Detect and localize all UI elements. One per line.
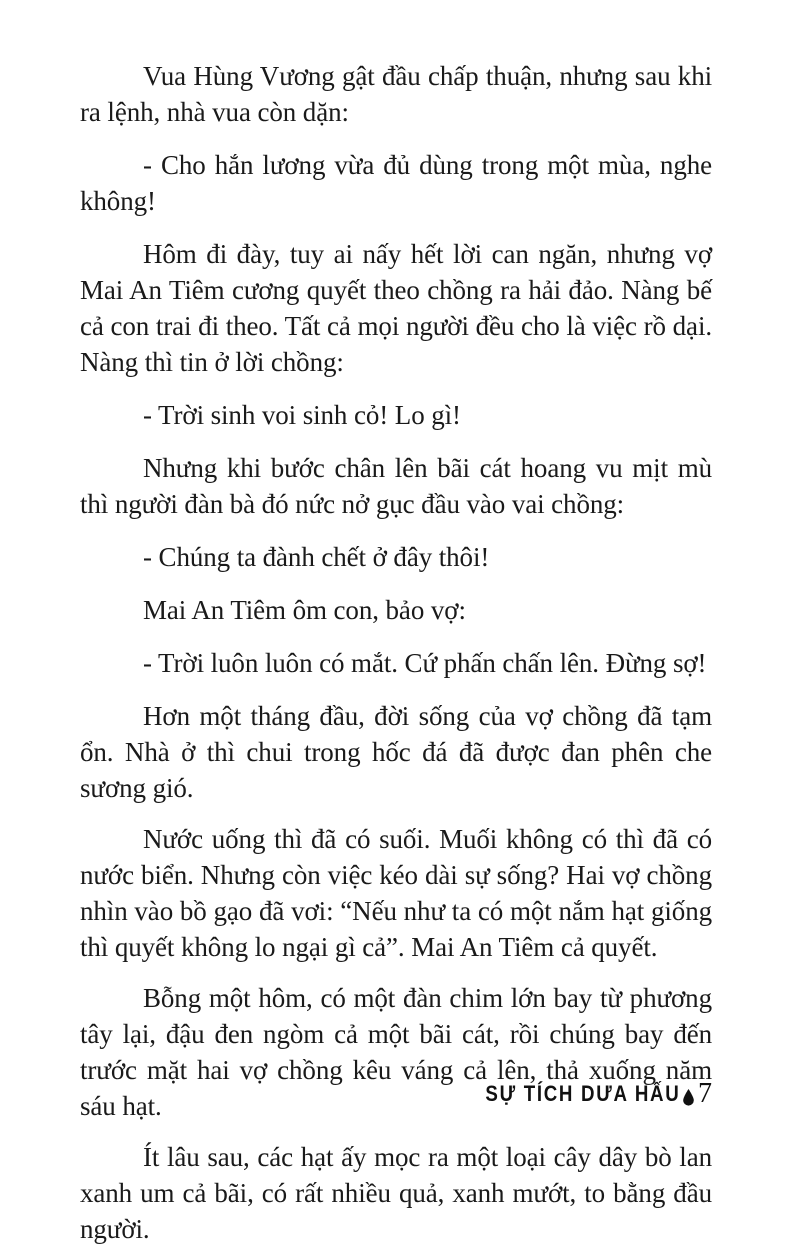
paragraph: Ít lâu sau, các hạt ấy mọc ra một loại cây dây bò lan xanh um cả bãi, có rất nhiều quả, xanh mướt, to bằng đầu người. [80, 1142, 712, 1244]
paragraph: Bỗng một hôm, có một đàn chim lớn bay từ phương tây lại, đậu đen ngòm cả một bãi cát, rồi chúng bay đến trước mặt hai vợ chồng kêu váng cả lên, thả xuống năm sáu hạt. [80, 983, 712, 1121]
page-number: 7 [698, 1078, 712, 1109]
paragraph: Vua Hùng Vương gật đầu chấp thuận, nhưng sau khi ra lệnh, nhà vua còn dặn: [80, 61, 712, 127]
paragraph: Hơn một tháng đầu, đời sống của vợ chồng đã tạm ổn. Nhà ở thì chui trong hốc đá đã được đan phên che sương gió. [80, 701, 712, 803]
paragraph: - Trời luôn luôn có mắt. Cứ phấn chấn lên. Đừng sợ! [143, 648, 707, 678]
paragraph: - Trời sinh voi sinh cỏ! Lo gì! [143, 400, 461, 430]
paragraph: - Chúng ta đành chết ở đây thôi! [143, 542, 490, 572]
paragraph: Hôm đi đày, tuy ai nấy hết lời can ngăn, nhưng vợ Mai An Tiêm cương quyết theo chồng ra hải đảo. Nàng bế cả con trai đi theo. Tất cả mọi người đều cho là việc rồ dại. Nàng thì tin ở lời chồng: [80, 239, 712, 377]
paragraph: Nhưng khi bước chân lên bãi cát hoang vu mịt mù thì người đàn bà đó nức nở gục đầu vào vai chồng: [80, 453, 712, 519]
drop-icon [682, 1088, 695, 1106]
running-title: SỰ TÍCH DƯA HẤU [484, 1081, 680, 1106]
paragraph: - Cho hắn lương vừa đủ dùng trong một mùa, nghe không! [80, 150, 712, 216]
paragraph: Nước uống thì đã có suối. Muối không có thì đã có nước biển. Nhưng còn việc kéo dài sự sống? Hai vợ chồng nhìn vào bồ gạo đã vơi: “Nếu như ta có một nắm hạt giống thì quyết không lo ngại gì cả”. Mai An Tiêm cả quyết. [80, 824, 712, 962]
paragraph: Mai An Tiêm ôm con, bảo vợ: [143, 595, 466, 625]
page-body [80, 58, 712, 1247]
page-footer [451, 1078, 712, 1110]
